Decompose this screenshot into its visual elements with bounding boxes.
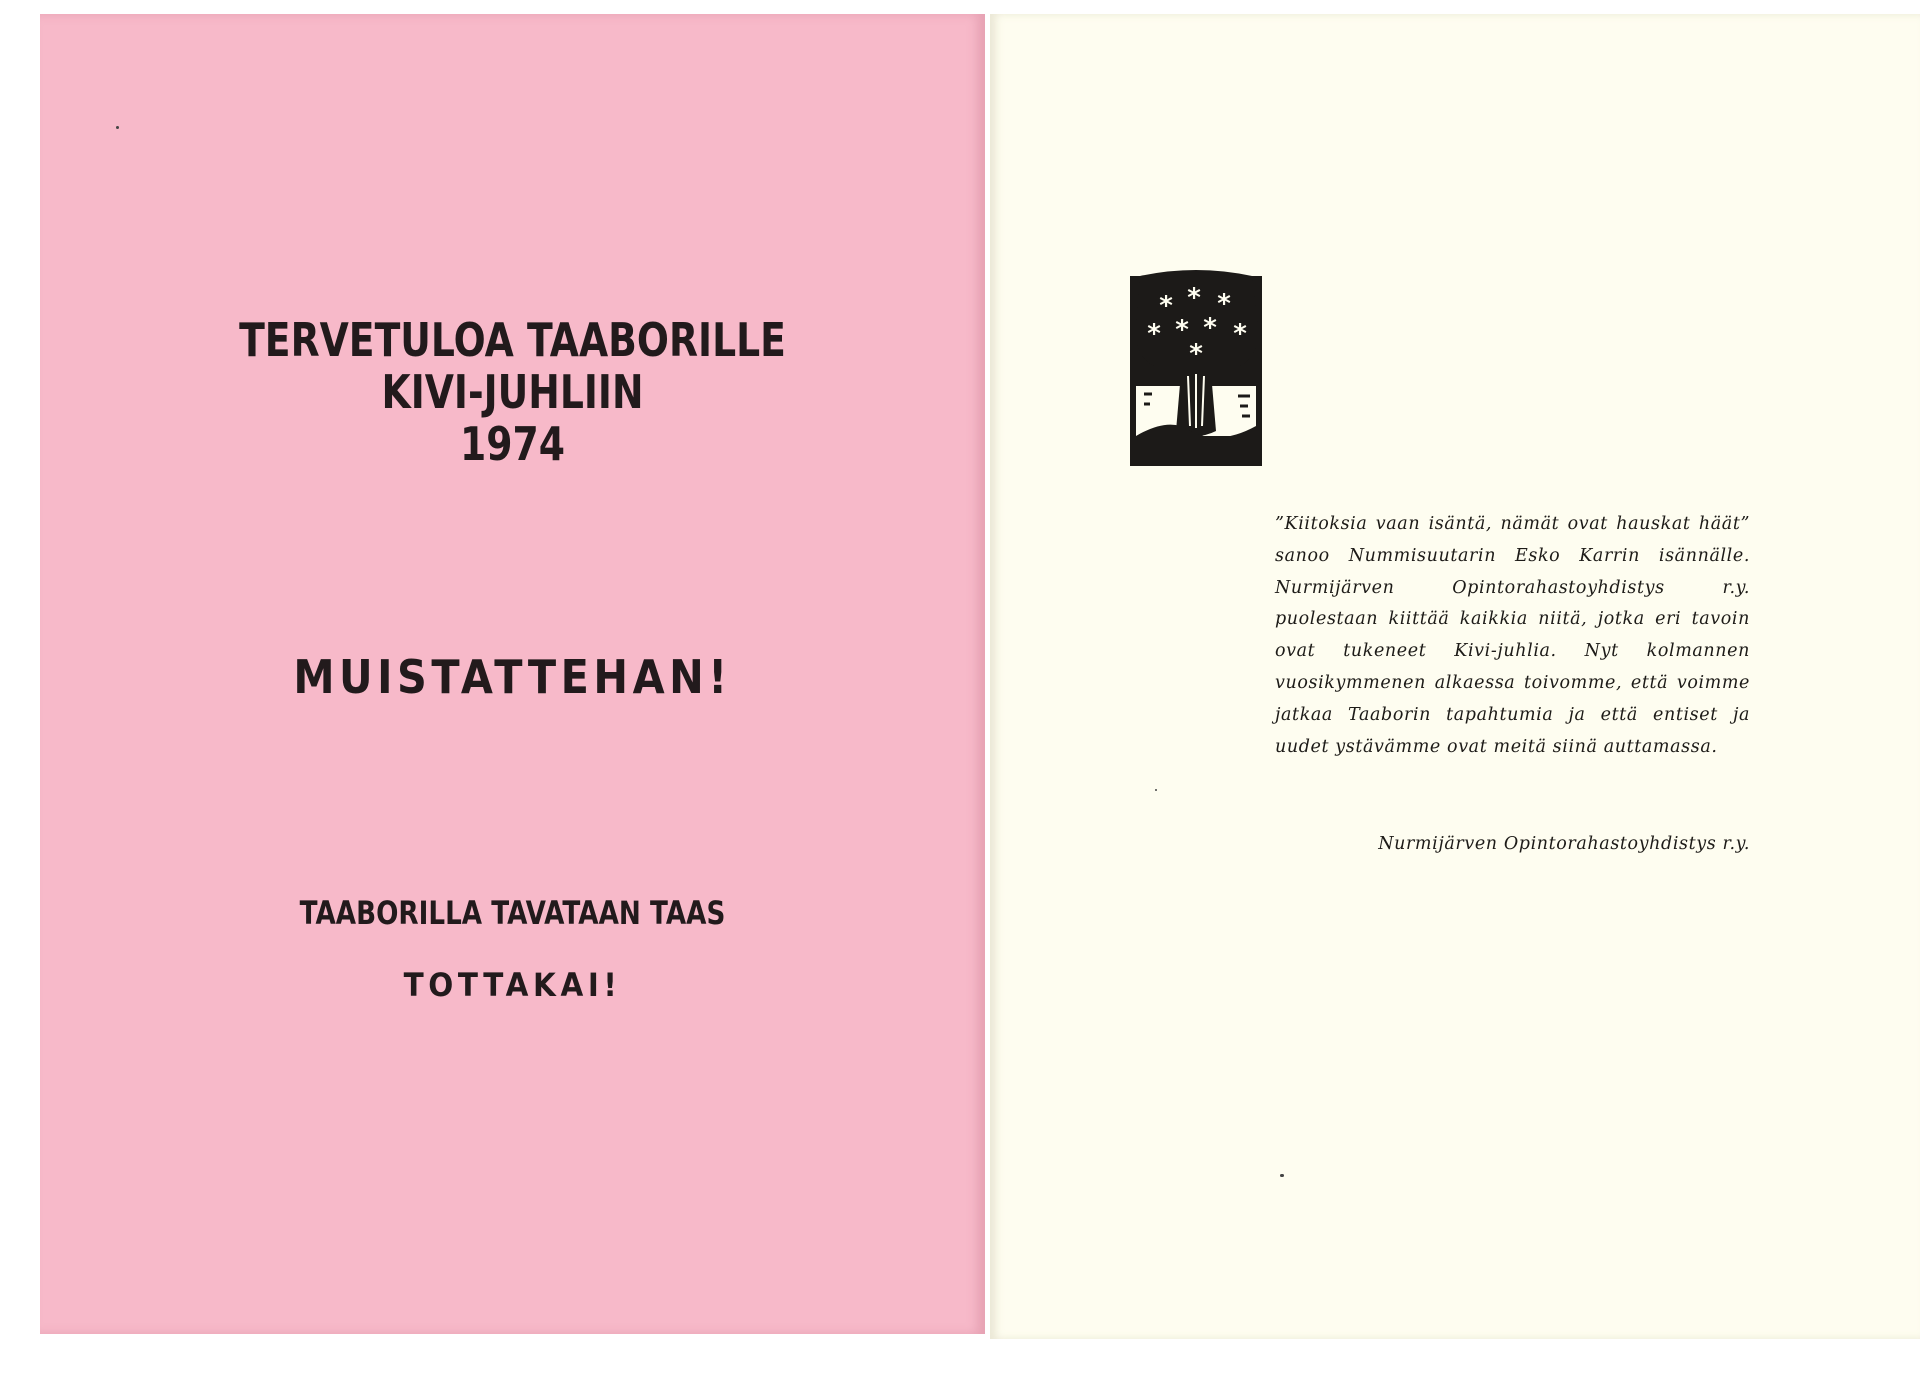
paper-speck: [116, 126, 119, 129]
paper-speck: [1280, 1174, 1284, 1177]
svg-text:*: *: [1147, 319, 1161, 349]
closing-line-2: TOTTAKAI!: [403, 966, 622, 1004]
tree-woodcut-icon: [1130, 266, 1262, 466]
svg-text:*: *: [1203, 313, 1217, 343]
paper-speck: [1155, 789, 1157, 791]
closing-line-1: TAABORILLA TAVATAAN TAAS: [299, 894, 726, 932]
svg-text:*: *: [1189, 339, 1203, 369]
svg-text:*: *: [1175, 315, 1189, 345]
title-line-1: TERVETULOA TAABORILLE: [239, 313, 786, 367]
svg-text:*: *: [1159, 291, 1173, 321]
svg-text:*: *: [1233, 319, 1247, 349]
closing-text: [40, 877, 985, 1021]
reminder-heading: MUISTATTEHAN!: [293, 650, 732, 704]
title-line-3: 1974: [460, 417, 565, 471]
welcome-title: [40, 314, 985, 470]
right-page-cream: [990, 14, 1920, 1339]
signature-line: Nurmijärven Opintorahastoyhdistys r.y.: [1378, 834, 1750, 854]
title-line-2: KIVI-JUHLIIN: [381, 365, 644, 419]
thank-you-paragraph: ”Kiitoksia vaan isäntä, nämät ovat hauskat häät” sanoo Nummisuutarin Esko Karrin isännälle. Nurmijärven Opintorahastoyhdistys r.y. puolestaan kiittää kaikkia niitä, jotka eri tavoin ovat tukeneet Kivi-juhlia. Nyt kolmannen vuosikymmenen alkaessa toivomme, että voimme jatkaa Taaborin tapahtumia ja että entiset ja uudet ystävämme ovat meitä siinä auttamassa.: [1275, 514, 1750, 757]
svg-text:*: *: [1217, 289, 1231, 319]
left-page-pink: [40, 14, 985, 1334]
svg-text:*: *: [1187, 283, 1201, 313]
reminder-heading-wrap: [40, 650, 985, 704]
